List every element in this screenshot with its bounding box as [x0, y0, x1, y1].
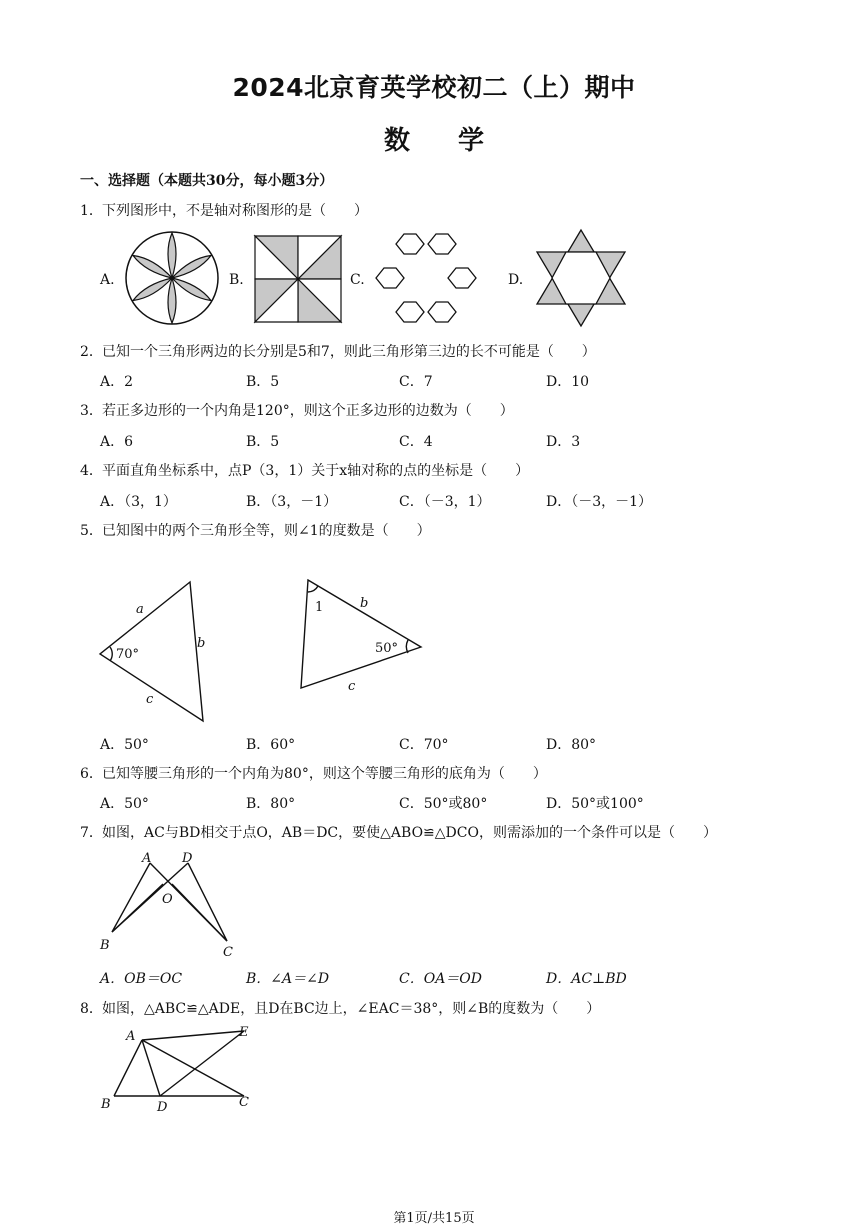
option-a: A．50°	[100, 737, 149, 753]
question-number: 3．	[80, 403, 103, 419]
option-d: D．3	[546, 434, 581, 450]
question-text: 平面直角坐标系中，点P（3，1）关于x轴对称的点的坐标是（ ）	[102, 463, 530, 479]
question-2	[80, 341, 596, 361]
option-c: C．7	[399, 374, 433, 390]
page-title: 2024北京育英学校初二（上）期中	[232, 73, 636, 102]
question-text: 若正多边形的一个内角是120°，则这个正多边形的边数为（ ）	[102, 403, 514, 419]
point-label-b: B	[101, 1097, 111, 1112]
figure-petal-circle	[124, 230, 220, 326]
option-d: D．10	[546, 374, 590, 390]
question-4	[80, 460, 529, 480]
option-d: D．50°或100°	[546, 796, 644, 812]
question-number: 6．	[80, 766, 103, 782]
side-label-b: b	[197, 636, 206, 651]
question-text: 已知图中的两个三角形全等，则∠1的度数是（ ）	[102, 523, 431, 539]
question-number: 1．	[80, 203, 103, 219]
option-d: D．80°	[546, 737, 597, 753]
point-label-b: B	[100, 938, 110, 953]
question-1	[80, 200, 368, 220]
side-label-b2: b	[360, 596, 369, 611]
question-number: 8．	[80, 1001, 103, 1017]
side-label-c: c	[146, 692, 154, 707]
figure-hexagon-ring	[374, 232, 478, 326]
subject-char: 学	[458, 126, 485, 156]
option-b: B．∠A＝∠D	[246, 971, 330, 987]
option-c: C．50°或80°	[399, 796, 488, 812]
option-c: C．4	[399, 434, 433, 450]
question-text: 已知等腰三角形的一个内角为80°，则这个等腰三角形的底角为（ ）	[102, 766, 547, 782]
angle-label-50: 50°	[375, 641, 399, 656]
figure-six-point-star	[535, 228, 627, 328]
question-3	[80, 400, 514, 420]
question-number: 5．	[80, 523, 103, 539]
figure-label-d: D.	[508, 272, 524, 288]
question-number: 7．	[80, 825, 103, 841]
option-a: A．（3，1）	[100, 494, 177, 510]
option-d: D．AC⊥BD	[546, 971, 627, 987]
angle-label-1: 1	[315, 600, 324, 615]
figure-label-a: A.	[100, 272, 115, 288]
figure-pinwheel	[253, 234, 343, 324]
point-label-c: C	[223, 945, 233, 960]
option-a: A．2	[100, 374, 134, 390]
point-label-a: A	[142, 851, 152, 866]
option-c: C．OA＝OD	[399, 971, 483, 987]
figure-label-c: C.	[350, 272, 365, 288]
subject-title	[0, 120, 868, 157]
point-label-c: C	[239, 1095, 249, 1110]
subject-char: 数	[383, 126, 410, 156]
point-label-d: D	[157, 1100, 168, 1115]
question-text: 如图，△ABC≌△ADE，且D在BC边上，∠EAC＝38°，则∠B的度数为（ ）	[102, 1001, 601, 1017]
option-b: B．80°	[246, 796, 296, 812]
question-5	[80, 520, 431, 540]
option-b: B．60°	[246, 737, 296, 753]
point-label-e: E	[239, 1025, 249, 1040]
option-d: D．（－3，－1）	[546, 494, 653, 510]
point-label-d: D	[182, 851, 193, 866]
question-6	[80, 763, 547, 783]
option-a: A．50°	[100, 796, 149, 812]
question-text: 下列图形中，不是轴对称图形的是（ ）	[102, 203, 368, 219]
section-heading: 一、选择题（本题共30分，每小题3分）	[80, 173, 334, 189]
option-b: B．5	[246, 434, 280, 450]
option-c: C．（－3，1）	[399, 494, 491, 510]
option-a: A．OB＝OC	[100, 971, 183, 987]
question-7	[80, 822, 717, 842]
point-label-o: O	[162, 892, 173, 907]
option-b: B．（3，－1）	[246, 494, 338, 510]
figure-congruent-triangles	[96, 575, 436, 725]
figure-label-b: B.	[229, 272, 244, 288]
option-c: C．70°	[399, 737, 449, 753]
question-8	[80, 998, 600, 1018]
side-label-a: a	[136, 602, 144, 617]
question-number: 2．	[80, 344, 103, 360]
angle-label-70: 70°	[116, 647, 140, 662]
option-a: A．6	[100, 434, 134, 450]
question-text: 已知一个三角形两边的长分别是5和7，则此三角形第三边的长不可能是（ ）	[102, 344, 596, 360]
point-label-a: A	[126, 1029, 136, 1044]
question-number: 4．	[80, 463, 103, 479]
figure-triangle-abc-ade	[96, 1022, 261, 1117]
figure-crossed-triangles	[96, 846, 246, 961]
page-footer: 第1页/共15页	[393, 1211, 475, 1226]
option-b: B．5	[246, 374, 280, 390]
side-label-c2: c	[348, 679, 356, 694]
question-text: 如图，AC与BD相交于点O，AB＝DC，要使△ABO≌△DCO，则需添加的一个条件可以是（ ）	[102, 825, 717, 841]
